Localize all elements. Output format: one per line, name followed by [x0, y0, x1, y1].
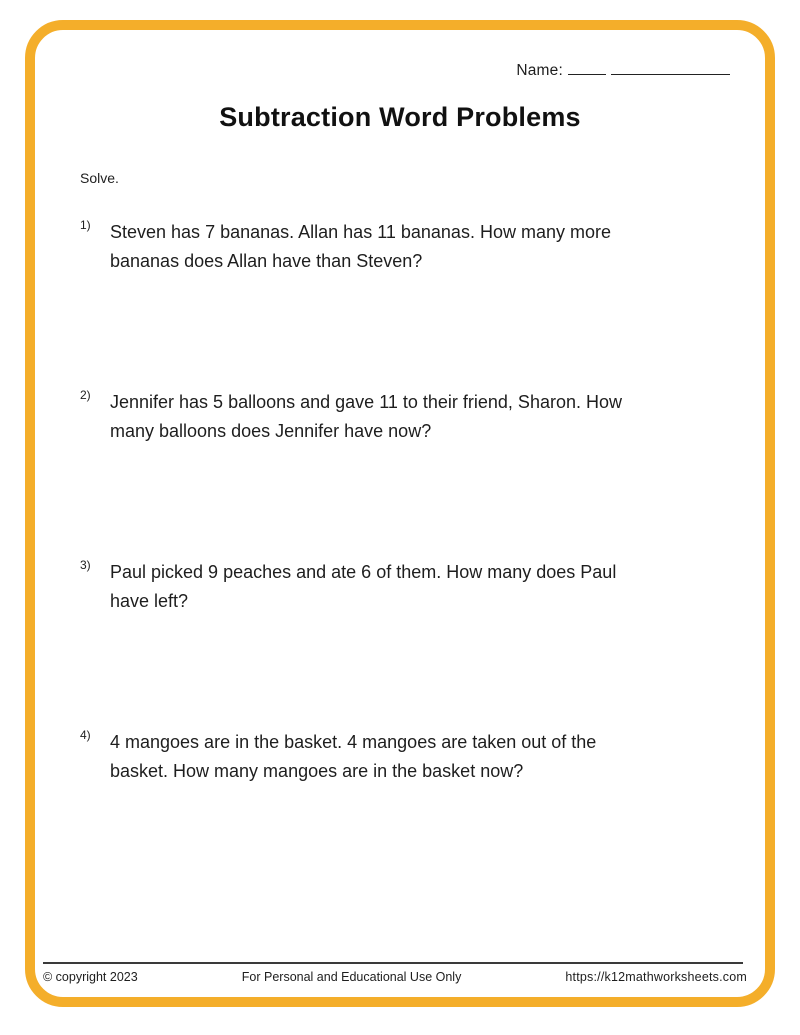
problem-number: 4) — [80, 728, 91, 742]
problem-text — [110, 558, 720, 616]
problem-number: 3) — [80, 558, 91, 572]
website-link[interactable]: https://k12mathworksheets.com — [565, 970, 747, 984]
name-blank-line — [568, 60, 606, 75]
problem-text-line: Steven has 7 bananas. Allan has 11 bananas. How many more — [110, 222, 611, 242]
copyright-text: © copyright 2023 — [43, 970, 138, 984]
problem-text-line: many balloons does Jennifer have now? — [110, 421, 432, 441]
name-blank-line — [611, 60, 730, 75]
problem-number: 2) — [80, 388, 91, 402]
problem-text-line: Jennifer has 5 balloons and gave 11 to their friend, Sharon. How — [110, 392, 622, 412]
instruction-text: Solve. — [80, 170, 119, 186]
problem-text — [110, 728, 720, 786]
footer — [43, 970, 747, 984]
problem-number: 1) — [80, 218, 91, 232]
name-row — [516, 60, 730, 80]
worksheet-page — [25, 20, 775, 1007]
problem-text-line: bananas does Allan have than Steven? — [110, 251, 423, 271]
problem-text — [110, 218, 720, 276]
problem-1 — [80, 218, 720, 276]
problem-text-line: have left? — [110, 591, 189, 611]
problem-text-line: 4 mangoes are in the basket. 4 mangoes are taken out of the — [110, 732, 597, 752]
problem-4 — [80, 728, 720, 786]
name-label: Name: — [516, 62, 563, 79]
problem-2 — [80, 388, 720, 446]
footer-divider — [43, 962, 743, 964]
usage-text: For Personal and Educational Use Only — [241, 970, 462, 984]
problem-3 — [80, 558, 720, 616]
problem-text-line: basket. How many mangoes are in the basket now? — [110, 761, 524, 781]
problem-text-line: Paul picked 9 peaches and ate 6 of them. How many does Paul — [110, 562, 617, 582]
page-title: Subtraction Word Problems — [219, 102, 581, 132]
problem-text — [110, 388, 720, 446]
